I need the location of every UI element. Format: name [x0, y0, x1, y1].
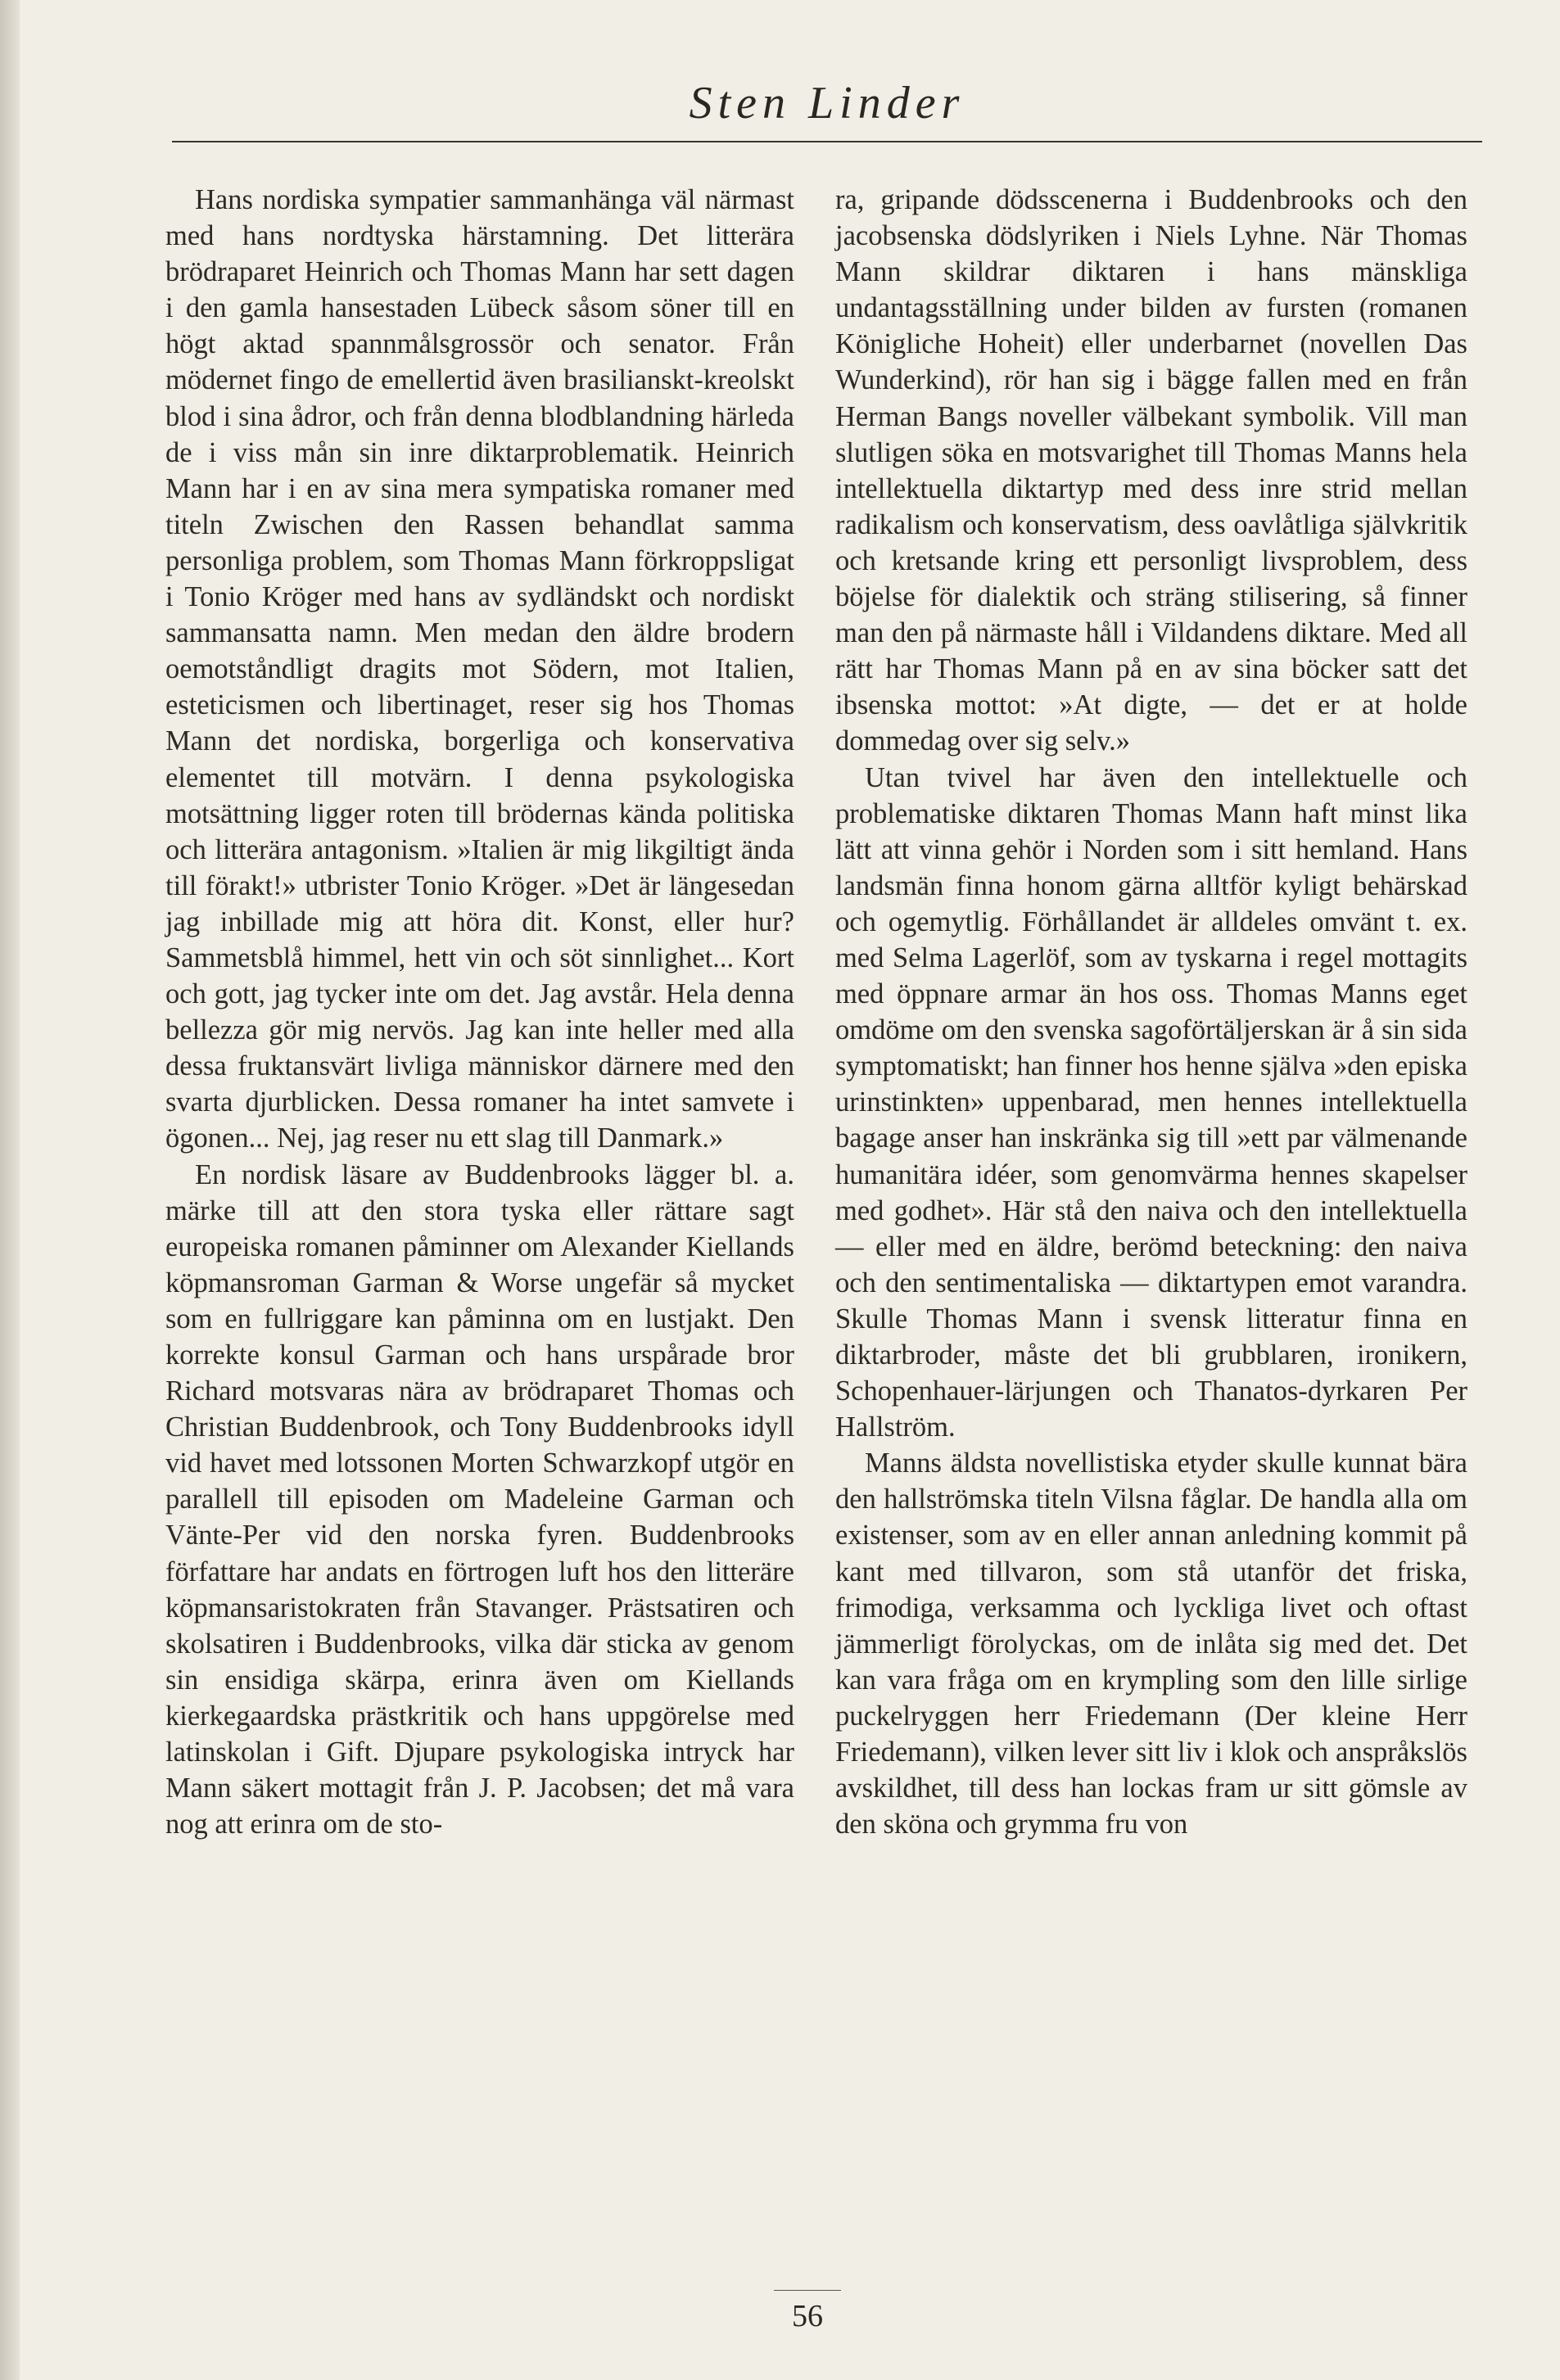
right-paragraph-1: ra, gripande dödsscenerna i Buddenbrooks och den jacobsenska dödslyriken i Niels Lyhne. När Thomas Mann skildrar diktaren i hans mänskliga undantagsställning under bilden av fursten (romanen Königliche Hoheit) eller underbarnet (novellen Das Wunderkind), rör han sig i bägge fallen med en från Herman Bangs noveller välbekant symbolik. Vill man slutligen söka en motsvarighet till Thomas Manns hela intellektuella diktartyp med dess inre strid mellan radikalism och konservatism, dess oavlåtliga självkritik och kretsande kring ett personligt livsproblem, dess böjelse för dialektik och sträng stilisering, så finner man den på närmaste håll i Vildandens diktare. Med all rätt har Thomas Mann på en av sina böcker satt det ibsenska mottot: »At digte, — det er at holde dommedag over sig selv.»: [835, 184, 1467, 757]
left-paragraph-1: Hans nordiska sympatier sammanhänga väl närmast med hans nordtyska härstamning. Det litterära brödraparet Heinrich och Thomas Mann har sett dagen i den gamla hansestaden Lübeck såsom söner till en högt aktad spannmålsgrossör och senator. Från mödernet fingo de emellertid även brasilianskt-kreolskt blod i sina ådror, och från denna blodblandning härleda de i viss mån sin inre diktarproblematik. Heinrich Mann har i en av sina mera sympatiska romaner med titeln Zwischen den Rassen behandlat samma personliga problem, som Thomas Mann förkroppsligat i Tonio Kröger med hans av sydländskt och nordiskt sammansatta namn. Men medan den äldre brodern oemotståndligt dragits mot Södern, mot Italien, esteticismen och libertinaget, reser sig hos Thomas Mann det nordiska, borgerliga och konservativa elementet till motvärn. I denna psykologiska motsättning ligger roten till brödernas kända politiska och litterära antagonism. »Italien är mig likgiltigt ända till förakt!» utbrister Tonio Kröger. »Det är längesedan jag inbillade mig att höra dit. Konst, eller hur? Sammetsblå himmel, hett vin och söt sinnlighet... Kort och gott, jag tycker inte om det. Jag avstår. Hela denna bellezza gör mig nervös. Jag kan inte heller med alla dessa fruktansvärt livliga människor därnere med den svarta djurblicken. Dessa romaner ha intet samvete i ögonen... Nej, jag reser nu ett slag till Danmark.»: [165, 184, 794, 1154]
running-head: [172, 70, 1482, 142]
left-paragraph-2: En nordisk läsare av Buddenbrooks lägger bl. a. märke till att den stora tyska eller rättare sagt europeiska romanen påminner om Alexander Kiellands köpmansroman Garman & Worse ungefär så mycket som en fullriggare kan påminna om en lustjakt. Den korrekte konsul Garman och hans urspårade bror Richard motsvaras nära av brödraparet Thomas och Christian Buddenbrook, och Tony Buddenbrooks idyll vid havet med lotssonen Morten Schwarzkopf utgör en parallell till episoden om Madeleine Garman och Vänte-Per vid den norska fyren. Buddenbrooks författare har andats en förtrogen luft hos den litteräre köpmansaristokraten från Stavanger. Prästsatiren och skolsatiren i Buddenbrooks, vilka där sticka av genom sin ensidiga skärpa, erinra även om Kiellands kierkegaardska prästkritik och hans uppgörelse med latinskolan i Gift. Djupare psykologiska intryck har Mann säkert mottagit från J. P. Jacobsen; det må vara nog att erinra om de sto-: [165, 1158, 794, 1840]
right-paragraph-3: Manns äldsta novellistiska etyder skulle kunnat bära den hallströmska titeln Vilsna fåglar. De handla alla om existenser, som av en eller annan anledning kommit på kant med tillvaron, som stå utanför det friska, frimodiga, verksamma och lyckliga livet och oftast jämmerligt förolyckas, om de inlåta sig med det. Det kan vara fråga om en krympling som den lille sirlige puckelryggen herr Friedemann (Der kleine Herr Friedemann), vilken lever sitt liv i klok och anspråkslös avskildhet, till dess han lockas fram ur sitt gömsle av den sköna och grymma fru von: [835, 1447, 1467, 1840]
page-number: 56: [792, 2299, 823, 2333]
folio-rule: [774, 2290, 841, 2291]
left-column: [165, 182, 794, 1842]
page-edge-shadow: [0, 0, 20, 2380]
right-column: [835, 182, 1467, 1842]
running-head-title: Sten Linder: [689, 78, 965, 129]
right-paragraph-2: Utan tvivel har även den intellektuelle och problematiske diktaren Thomas Mann haft minst lika lätt att vinna gehör i Norden som i sitt hemland. Hans landsmän finna honom gärna alltför kyligt behärskad och ogemytlig. Förhållandet är alldeles omvänt t. ex. med Selma Lagerlöf, som av tyskarna i regel mottagits med öppnare armar än hos oss. Thomas Manns eget omdöme om den svenska sagoförtäljerskan är å sin sida symptomatiskt; han finner hos henne själva »den episka urinstinkten» uppenbarad, men hennes intellektuella bagage anser han inskränka sig till »ett par välmenande humanitära idéer, som genomvärma hennes skapelser med godhet». Här stå den naiva och den intellektuella — eller med en äldre, berömd beteckning: den naiva och den sentimentaliska — diktartypen emot varandra. Skulle Thomas Mann i svensk litteratur finna en diktarbroder, måste det bli grubblaren, ironikern, Schopenhauer-lärjungen och Thanatos-dyrkaren Per Hallström.: [835, 761, 1467, 1443]
